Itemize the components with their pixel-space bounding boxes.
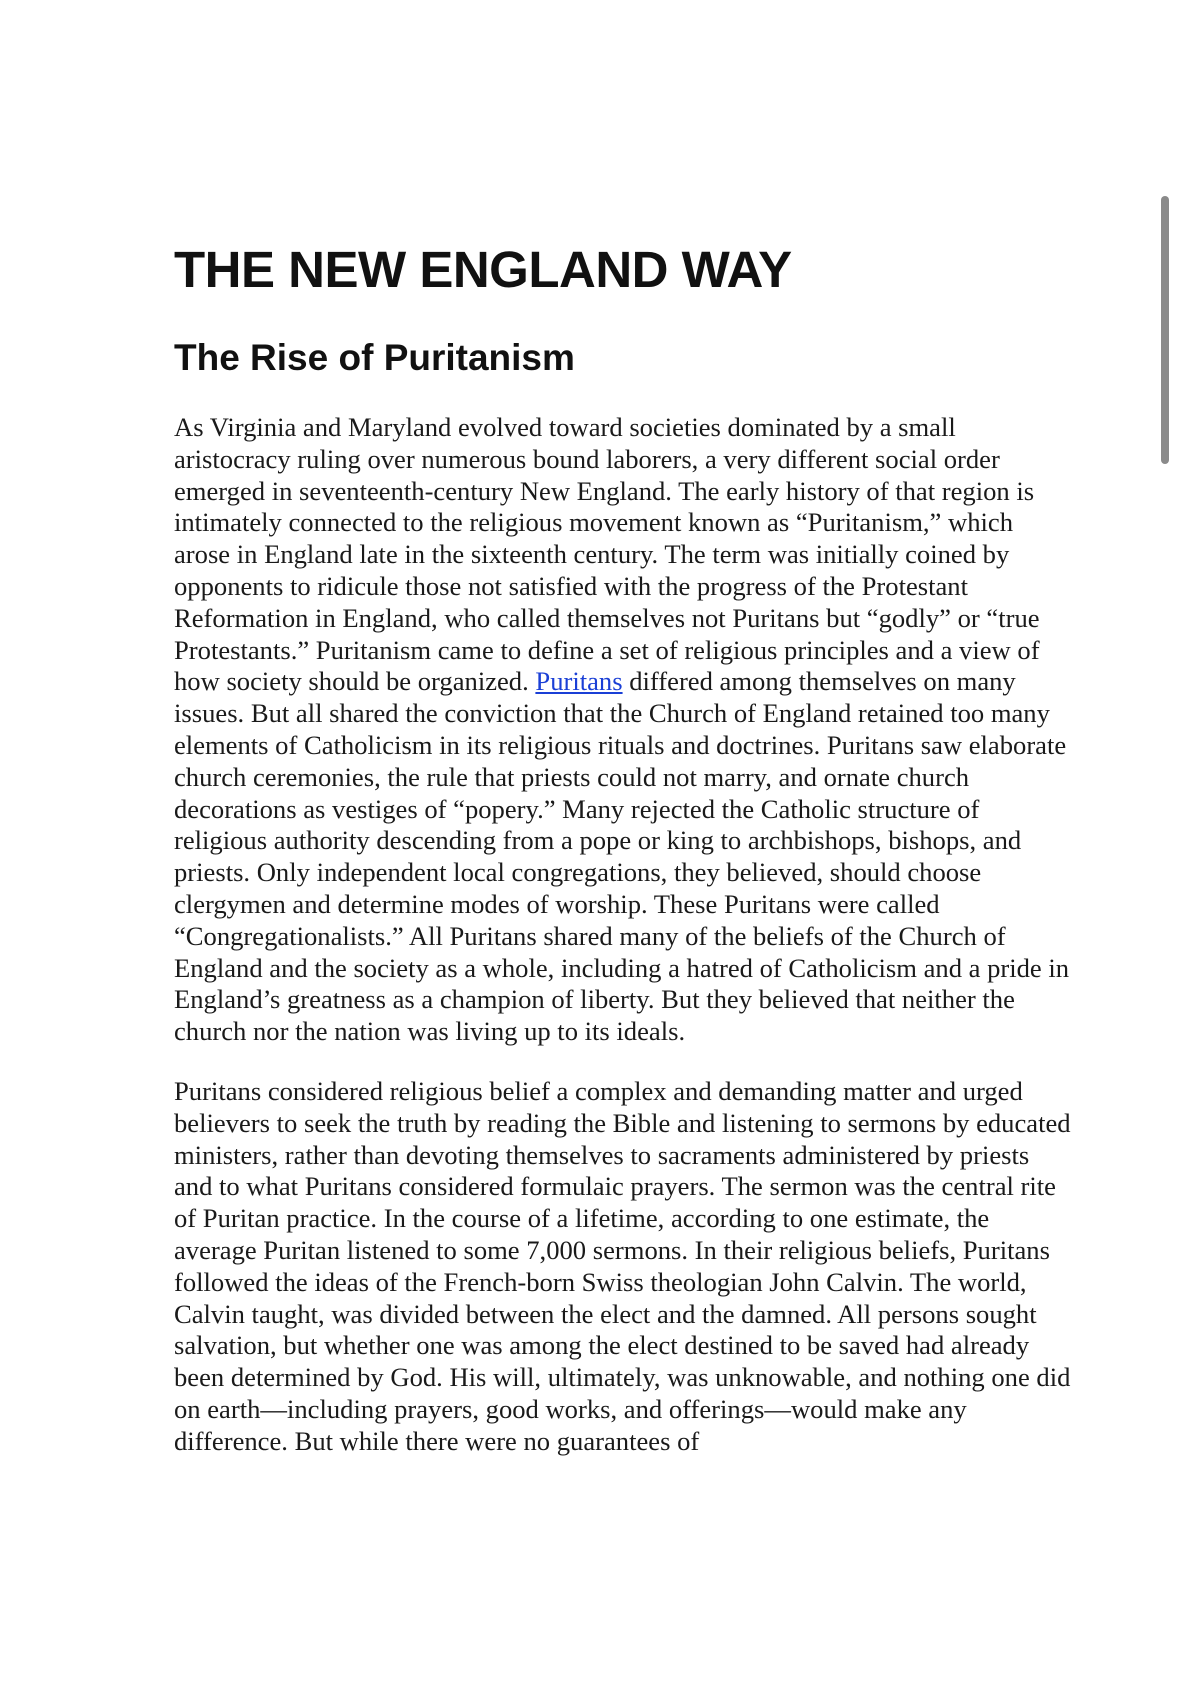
paragraph-1-text-end: differed among themselves on many issues. But all shared the conviction that the Church of England retained too many elements of Catholicism in its religious rituals and doctrines. Puritans saw elaborate church ceremonies, the rule that priests could not marry, and ornate church decorations as vestiges of “popery.” Many rejected the Catholic structure of religious authority descending from a pope or king to archbishops, bishops, and priests. Only independent local congregations, they believed, should choose clergymen and determine modes of worship. These Puritans were called “Congregationalists.” All Puritans shared many of the beliefs of the Church of England and the society as a whole, including a hatred of Catholicism and a pride in England’s greatness as a champion of liberty. But they believed that neither the church nor the nation was living up to its ideals.	[174, 666, 1070, 1047]
page-title: THE NEW ENGLAND WAY	[174, 241, 792, 298]
paragraph-2: Puritans considered religious belief a complex and demanding matter and urged believers to seek the truth by reading the Bible and listening to sermons by educated ministers, rather than devoting themselves to sacraments administered by priests and to what Puritans considered formulaic prayers. The sermon was the central rite of Puritan practice. In the course of a lifetime, according to one estimate, the average Puritan listened to some 7,000 sermons. In their religious beliefs, Puritans followed the ideas of the French-born Swiss theologian John Calvin. The world, Calvin taught, was divided between the elect and the damned. All persons sought salvation, but whether one was among the elect destined to be saved had already been determined by God. His will, ultimately, was unknowable, and nothing one did on earth—including prayers, good works, and offerings—would make any difference. But while there were no guarantees of	[174, 1075, 1071, 1456]
paragraph-1	[174, 412, 1074, 1048]
section-heading: The Rise of Puritanism	[174, 337, 575, 378]
paragraph-1-text-start: As Virginia and Maryland evolved toward societies dominated by a small aristocracy ruling over numerous bound laborers, a very different social order emerged in seventeenth-century New England. The early history of that region is intimately connected to the religious movement known as “Puritanism,” which arose in England late in the sixteenth century. The term was initially coined by opponents to ridicule those not satisfied with the progress of the Protestant Reformation in England, who called themselves not Puritans but “godly” or “true Protestants.” Puritanism came to define a set of religious principles and a view of how society should be organized.	[174, 412, 1040, 697]
puritans-link[interactable]: Puritans	[535, 666, 623, 697]
document-content	[174, 240, 1074, 1486]
scrollbar-thumb[interactable]	[1161, 196, 1169, 464]
